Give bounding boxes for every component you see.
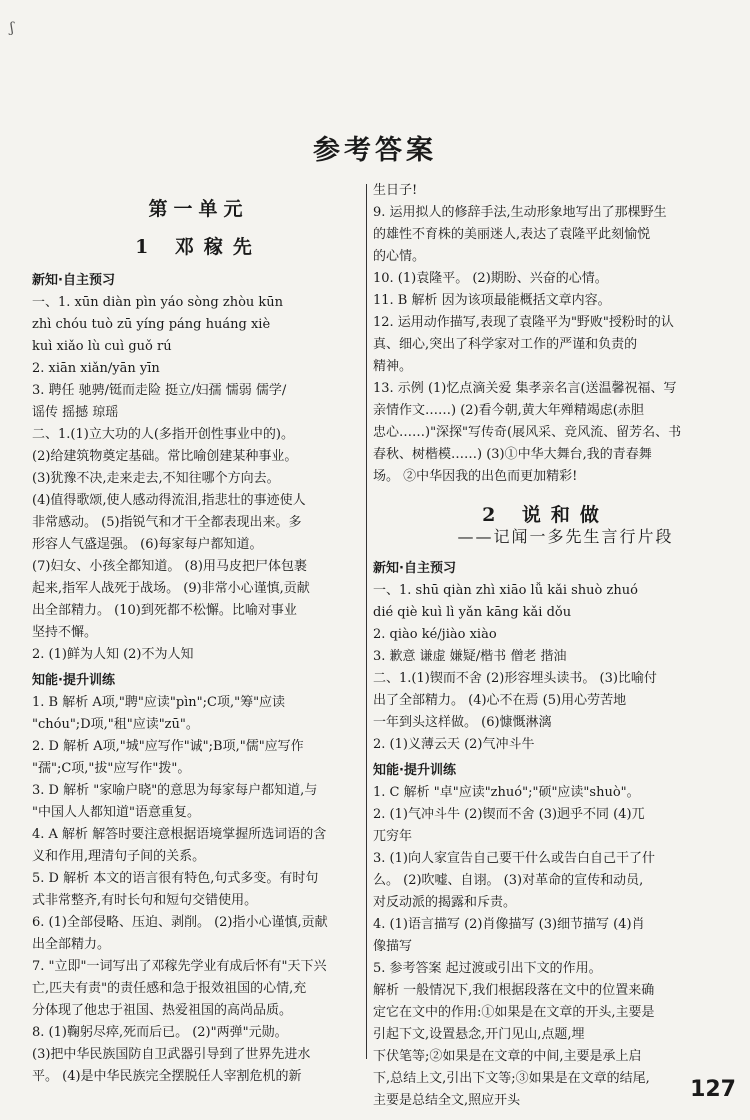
answer-line: 真、细心,突出了科学家对工作的严谨和负责的 xyxy=(373,337,638,352)
answer-line: 么。 (2)吹嘘、自诩。 (3)对革命的宣传和动员, xyxy=(373,873,644,888)
answer-line: 下,总结上文,引出下文等;③如果是在文章的结尾, xyxy=(373,1071,650,1086)
answer-line: 亡,匹夫有责"的责任感和急于报效祖国的心情,充 xyxy=(32,981,307,996)
answer-line: 义和作用,理清句子间的关系。 xyxy=(32,849,206,864)
answer-line: 解析 一般情况下,我们根据段落在文中的位置来确 xyxy=(373,983,655,998)
answer-line: 7. "立即"一词写出了邓稼先学业有成后怀有"天下兴 xyxy=(32,959,327,974)
answer-line: 精神。 xyxy=(373,359,413,374)
left-answer-lines-1 xyxy=(32,292,365,666)
answer-line: dié qiè kuì lì yǎn kāng kǎi dǒu xyxy=(373,605,572,620)
answer-line: 一年到头这样做。 (6)慷慨淋漓 xyxy=(373,715,552,730)
answer-line: 式非常整齐,有时长句和短句交错使用。 xyxy=(32,893,258,908)
answer-line: 对反动派的揭露和斥责。 xyxy=(373,895,517,910)
answer-line: 2. qiào ké/jiào xiào xyxy=(373,627,497,642)
right-column xyxy=(373,180,718,1112)
answer-line: 非常感动。 (5)指锐气和才干全都表现出来。多 xyxy=(32,515,302,530)
answer-line: 像描写 xyxy=(373,939,413,954)
answer-line: 谣传 摇撼 琼瑶 xyxy=(32,405,119,420)
page-number: 127 xyxy=(690,1077,736,1102)
column-divider xyxy=(366,184,367,1059)
answer-line: 4. A 解析 解答时要注意根据语境掌握所选词语的含 xyxy=(32,827,327,842)
lesson-2-title: 2 说和做 xyxy=(482,504,609,526)
answer-line: 2. (1)气冲斗牛 (2)锲而不舍 (3)迥乎不同 (4)兀 xyxy=(373,807,645,822)
answer-line: 一、1. shū qiàn zhì xiāo lǚ kǎi shuò zhuó xyxy=(373,583,638,598)
answer-line: 2. xiān xiǎn/yān yīn xyxy=(32,361,160,376)
answer-line: "孺";C项,"拔"应写作"拨"。 xyxy=(32,761,191,776)
right-answer-lines-3 xyxy=(373,782,718,1112)
answer-line: 坚持不懈。 xyxy=(32,625,98,640)
answer-line: 的雄性不育株的美丽迷人,表达了袁隆平此刻愉悦 xyxy=(373,227,651,242)
right-answer-lines-2 xyxy=(373,580,718,756)
answer-line: 3. D 解析 "家喻户晓"的意思为每家每户都知道,与 xyxy=(32,783,318,798)
page-corner-mark: ʃ xyxy=(10,20,14,36)
unit-title: 第一单元 xyxy=(148,198,249,220)
answer-line: (3)把中华民族国防自卫武器引导到了世界先进水 xyxy=(32,1047,311,1062)
answer-line: 平。 (4)是中华民族完全摆脱任人宰割危机的新 xyxy=(32,1069,302,1084)
lesson-1-title: 1 邓稼先 xyxy=(135,236,262,258)
answer-line: 2. (1)义薄云天 (2)气冲斗牛 xyxy=(373,737,535,752)
answer-line: 2. (1)鲜为人知 (2)不为人知 xyxy=(32,647,194,662)
answer-line: zhì chóu tuò zū yíng páng huáng xiè xyxy=(32,317,271,332)
section-preview-heading-2: 新知·自主预习 xyxy=(373,561,456,576)
section-training-heading: 知能·提升训练 xyxy=(32,673,115,688)
answer-line: 5. 参考答案 起过渡或引出下文的作用。 xyxy=(373,961,602,976)
answer-line: 1. C 解析 "卓"应读"zhuó";"硕"应读"shuò"。 xyxy=(373,785,640,800)
answer-line: 形容人气盛逞强。 (6)每家每户都知道。 xyxy=(32,537,263,552)
answer-line: 6. (1)全部侵略、压迫、剥削。 (2)指小心谨慎,贡献 xyxy=(32,915,328,930)
answer-line: "中国人人都知道"语意重复。 xyxy=(32,805,200,820)
answer-line: 二、1.(1)锲而不舍 (2)形容埋头读书。 (3)比喻付 xyxy=(373,671,657,686)
answer-line: 下伏笔等;②如果是在文章的中间,主要是承上启 xyxy=(373,1049,642,1064)
answer-line: 2. D 解析 A项,"城"应写作"诚";B项,"儒"应写作 xyxy=(32,739,304,754)
answer-line: 一、1. xūn diàn pìn yáo sòng zhòu kūn xyxy=(32,295,284,310)
answer-line: 12. 运用动作描写,表现了袁隆平为"野败"授粉时的认 xyxy=(373,315,674,330)
answer-line: 出了全部精力。 (4)心不在焉 (5)用心劳苦地 xyxy=(373,693,627,708)
section-preview-heading: 新知·自主预习 xyxy=(32,273,115,288)
answer-line: (3)犹豫不决,走来走去,不知往哪个方向去。 xyxy=(32,471,280,486)
answer-line: 春秋、树楷模……) (3)①中华大舞台,我的青春舞 xyxy=(373,447,652,462)
answer-line: kuì xiǎo lù cuì guǒ rú xyxy=(32,339,172,354)
answer-line: 生日子! xyxy=(373,183,418,198)
answer-line: 二、1.(1)立大功的人(多指开创性事业中的)。 xyxy=(32,427,294,442)
answer-line: 起来,指军人战死于战场。 (9)非常小心谨慎,贡献 xyxy=(32,581,310,596)
answer-line: 5. D 解析 本文的语言很有特色,句式多变。有时句 xyxy=(32,871,319,886)
answer-line: 引起下文,设置悬念,开门见山,点题,埋 xyxy=(373,1027,585,1042)
answer-line: "chóu";D项,"租"应读"zū"。 xyxy=(32,717,199,732)
answer-line: 主要是总结全文,照应开头 xyxy=(373,1093,521,1108)
left-column xyxy=(32,190,365,1088)
right-answer-lines-1 xyxy=(373,180,718,488)
page-title: 参考答案 xyxy=(313,135,437,166)
answer-line: 忠心……)"深探"写传奇(展风采、竞风流、留芳名、书 xyxy=(373,425,682,440)
section-training-heading-2: 知能·提升训练 xyxy=(373,763,456,778)
answer-line: 兀穷年 xyxy=(373,829,413,844)
answer-line: (2)给建筑物奠定基础。常比喻创建某种事业。 xyxy=(32,449,298,464)
answer-line: 10. (1)袁隆平。 (2)期盼、兴奋的心情。 xyxy=(373,271,608,286)
answer-line: 的心情。 xyxy=(373,249,426,264)
answer-line: 出全部精力。 xyxy=(32,937,111,952)
answer-line: 出全部精力。 (10)到死都不松懈。比喻对事业 xyxy=(32,603,297,618)
answer-line: 11. B 解析 因为该项最能概括文章内容。 xyxy=(373,293,611,308)
answer-line: (7)妇女、小孩全都知道。 (8)用马皮把尸体包裹 xyxy=(32,559,307,574)
answer-line: (4)值得歌颂,使人感动得流泪,指悲壮的事迹使人 xyxy=(32,493,306,508)
answer-line: 8. (1)鞠躬尽瘁,死而后已。 (2)"两弹"元勋。 xyxy=(32,1025,288,1040)
answer-line: 3. (1)向人家宣告自己要干什么或告白自己干了什 xyxy=(373,851,655,866)
answer-line: 分体现了他忠于祖国、热爱祖国的高尚品质。 xyxy=(32,1003,293,1018)
answer-line: 4. (1)语言描写 (2)肖像描写 (3)细节描写 (4)肖 xyxy=(373,917,645,932)
lesson-2-subtitle: ——记闻一多先生言行片段 xyxy=(457,527,674,546)
answer-line: 3. 歉意 谦虚 嫌疑/楷书 僧老 揩油 xyxy=(373,649,567,664)
answer-line: 场。 ②中华因我的出色而更加精彩! xyxy=(373,469,578,484)
answer-line: 13. 示例 (1)忆点滴关爱 集孝亲名言(送温馨祝福、写 xyxy=(373,381,677,396)
answer-line: 3. 聘任 驰骋/铤而走险 挺立/妇孺 懦弱 儒学/ xyxy=(32,383,287,398)
answer-line: 亲情作文……) (2)看今朝,黄大年殚精竭虑(赤胆 xyxy=(373,403,644,418)
left-answer-lines-2 xyxy=(32,692,365,1088)
answer-line: 9. 运用拟人的修辞手法,生动形象地写出了那棵野生 xyxy=(373,205,667,220)
answer-line: 1. B 解析 A项,"聘"应读"pìn";C项,"筹"应读 xyxy=(32,695,286,710)
answer-line: 定它在文中的作用:①如果是在文章的开头,主要是 xyxy=(373,1005,655,1020)
